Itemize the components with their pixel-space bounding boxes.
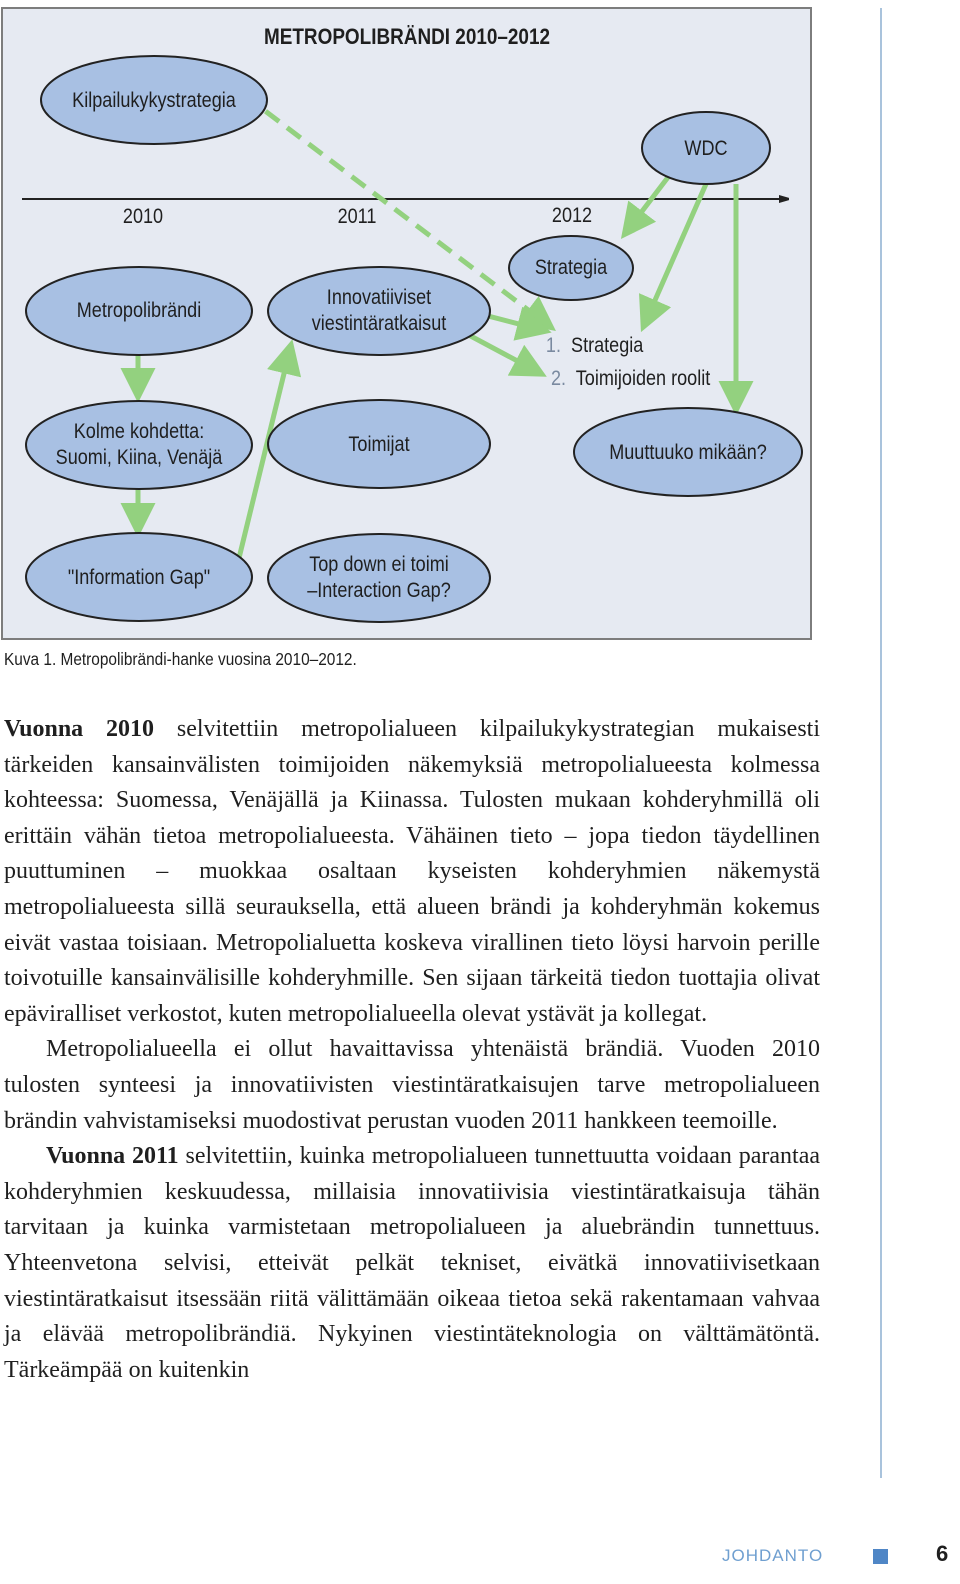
label-information-gap: "Information Gap"	[67, 566, 211, 589]
label-muuttuuko: Muuttuuko mikään?	[609, 441, 767, 464]
label-topdown-2: –Interaction Gap?	[307, 579, 451, 602]
list-item-2-number: 2.	[550, 367, 567, 390]
year-2012: 2012	[551, 204, 593, 227]
paragraph-3	[4, 1139, 820, 1388]
footer-square-marker	[873, 1549, 888, 1564]
footer-section-label: JOHDANTO	[722, 1546, 824, 1565]
list-item-1	[546, 334, 643, 358]
node-topdown	[268, 534, 490, 622]
figure-title: METROPOLIBRÄNDI 2010–2012	[263, 24, 551, 49]
figure-metropolibrandi-diagram	[0, 0, 820, 645]
label-strategia: Strategia	[534, 256, 608, 279]
body-text	[4, 712, 820, 1388]
label-kilpailukykystrategia: Kilpailukykystrategia	[72, 89, 236, 112]
paragraph-2-text: Metropolialueella ei ollut havaittavissa yhtenäistä brändiä. Vuoden 2010 tulosten synteesi ja innovatiivisten viestintäratkaisujen tarve metropolialueen brändin vahvistamiseksi muodostivat perustan vuoden 2011 hankkeen teemoille.	[4, 1036, 820, 1134]
label-innovatiiviset-2: viestintäratkaisut	[311, 312, 447, 335]
label-topdown-1: Top down ei toimi	[309, 553, 449, 576]
label-metropolibrandi: Metropolibrändi	[76, 299, 202, 322]
label-wdc: WDC	[684, 137, 728, 160]
page-number: 6	[936, 1541, 949, 1566]
year-2010: 2010	[122, 205, 164, 228]
paragraph-1	[4, 712, 820, 1032]
label-kolme-1: Kolme kohdetta:	[73, 420, 205, 443]
paragraph-1-lead: Vuonna 2010	[4, 716, 155, 742]
list-item-2	[551, 367, 710, 391]
list-item-1-text: Strategia	[571, 334, 644, 357]
paragraph-2	[4, 1032, 820, 1139]
label-innovatiiviset-1: Innovatiiviset	[326, 286, 432, 309]
page-margin-rule	[880, 8, 882, 1478]
label-kolme-2: Suomi, Kiina, Venäjä	[55, 446, 223, 469]
node-kolme-kohdetta	[26, 401, 252, 489]
year-2011: 2011	[337, 205, 377, 228]
paragraph-3-text: selvitettiin, kuinka metropolialueen tunnettuutta voidaan parantaa kohderyhmien keskuudessa, millaisia innovatiivisia viestintäratkaisuja tähän tarvitaan ja kuinka varmistetaan metropolialueen ja aluebrändin tunnettuus. Yhteenvetona selvisi, etteivät pelkät tekniset, eivätkä innovatiivisetkaan viestintäratkaisut itsessään riitä välittämään oikeaa tietoa sekä rakentamaan vahvaa ja elävää metropolibrändiä. Nykyinen viestintäteknologia on välttämätöntä. Tärkeämpää on kuitenkin	[4, 1143, 821, 1383]
list-item-1-number: 1.	[545, 334, 561, 357]
node-innovatiiviset	[268, 267, 490, 355]
paragraph-3-lead: Vuonna 2011	[46, 1143, 179, 1170]
figure-caption: Kuva 1. Metropolibrändi-hanke vuosina 2010–2012.	[4, 649, 357, 669]
paragraph-1-text: selvitettiin metropolialueen kilpailukykystrategian mukaisesti tärkeiden kansainvälisten toimijoiden näkemyksiä metropolialueesta kolmessa kohteessa: Suomessa, Venäjällä ja Kiinassa. Tulosten mukaan kohderyhmillä oli erittäin vähän tietoa metropolialueesta. Vähäinen tieto – jopa tiedon täydellinen puuttuminen – muokkaa osaltaan kyseisten kohderyhmien näkemystä metropolialueesta sillä seurauksella, että alueen brändi ja kohderyhmän kokemus eivät vastaa toisiaan. Metropolialuetta koskeva virallinen tieto löysi harvoin perille toivotuille kansainvälisille kohderyhmille. Sen sijaan tärkeitä tiedon tuottajia olivat epäviralliset verkostot, kuten metropolialueella olevat ystävät ja kollegat.	[4, 716, 820, 1027]
list-item-2-text: Toimijoiden roolit	[575, 367, 711, 390]
label-toimijat: Toimijat	[348, 433, 410, 456]
